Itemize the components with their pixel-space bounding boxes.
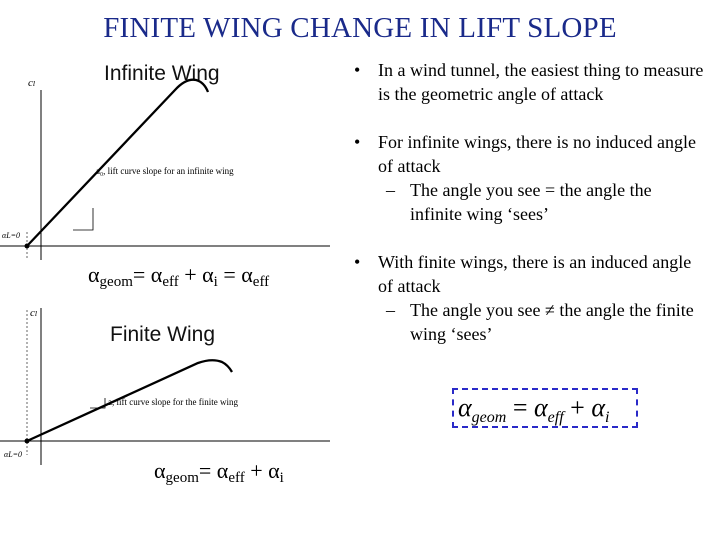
induced-angle-formula: $\alpha_{geom} = \alpha_{eff} + \alpha_i$ — [458, 393, 610, 426]
sub-bullet-text: The angle you see = the angle the infinite wing ‘sees’ — [410, 180, 652, 224]
infinite-wing-equation: $\alpha_{geom}= \alpha_{eff} + \alpha_i = \alpha_{eff}$ — [88, 262, 270, 290]
zero-lift-label: αL=0 — [2, 231, 21, 240]
lift-curve — [27, 80, 208, 246]
bullet-list — [348, 58, 708, 346]
slope-annotation: a₀, lift curve slope for an infinite wing — [96, 166, 234, 176]
bullet-text: With finite wings, there is an induced angle of attack — [378, 252, 692, 296]
bullet-text: In a wind tunnel, the easiest thing to measure is the geometric angle of attack — [378, 60, 704, 104]
zero-lift-label: αL=0 — [4, 450, 23, 459]
bullet-text: For infinite wings, there is no induced angle of attack — [378, 132, 696, 176]
zero-lift-point — [25, 439, 30, 444]
finite-wing-graph — [0, 290, 330, 465]
infinite-wing-label: Infinite Wing — [104, 62, 220, 85]
finite-wing-equation: $\alpha_{geom}= \alpha_{eff} + \alpha_i$ — [154, 458, 284, 486]
sub-bullet-marker: – — [386, 300, 395, 320]
bullet-marker: • — [354, 132, 361, 152]
finite-wing-label: Finite Wing — [110, 323, 216, 346]
bullet-item — [348, 250, 708, 298]
slope-triangle — [73, 208, 93, 230]
bullet-marker: • — [354, 60, 361, 80]
slope-annotation: a, lift curve slope for the finite wing — [108, 397, 238, 407]
bullet-item — [348, 58, 708, 106]
y-axis-label: cₗ — [28, 77, 36, 89]
y-axis-label: cₗ — [30, 307, 38, 319]
bullet-item — [348, 130, 708, 178]
zero-lift-point — [25, 244, 30, 249]
infinite-wing-graph — [0, 70, 330, 260]
sub-bullet-text: The angle you see ≠ the angle the finite wing ‘sees’ — [410, 300, 694, 344]
sub-bullet-item — [378, 298, 708, 346]
bullet-marker: • — [354, 252, 361, 272]
sub-bullet-marker: – — [386, 180, 395, 200]
slide-title: FINITE WING CHANGE IN LIFT SLOPE — [103, 12, 617, 44]
sub-bullet-item — [378, 178, 708, 226]
